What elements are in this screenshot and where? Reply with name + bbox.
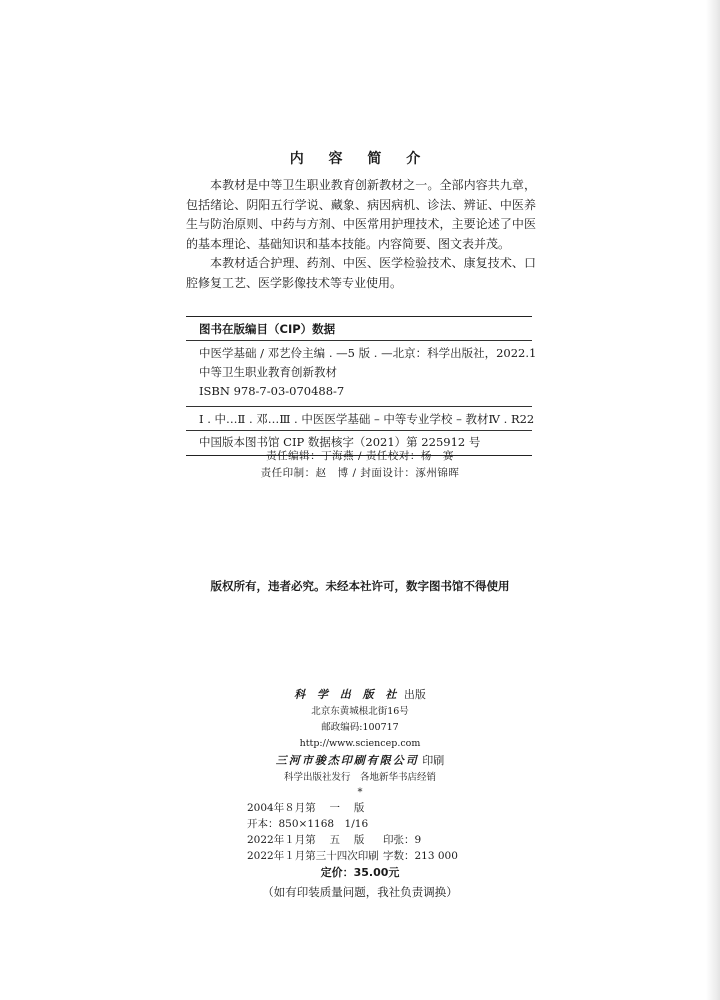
cip-block	[186, 316, 537, 456]
cip-class-item: Ⅳ . R22	[488, 412, 535, 426]
intro-body	[186, 176, 536, 293]
credits-editors: 责任编辑：丁海燕 / 责任校对：杨 赛	[266, 450, 454, 462]
printer-line	[0, 752, 720, 770]
edition-date: 2004年８月第 一 版	[247, 802, 365, 814]
imprint-block	[0, 686, 720, 902]
intro-title: 内 容 简 介	[289, 151, 431, 167]
copyright-notice: 版权所有，违者必究。未经本社许可，数字图书馆不得使用	[210, 579, 510, 593]
cip-check-number: 中国版本图书馆 CIP 数据核字（2021）第 225912 号	[199, 435, 481, 449]
edition-date: 2022年１月第 五 版	[247, 834, 365, 846]
edition-date: 2022年１月第三十四次印刷	[247, 850, 379, 862]
separator-star: *	[357, 787, 363, 798]
publisher-suffix: 出版	[403, 688, 426, 701]
quality-notice: （如有印装质量问题，我社负责调换）	[262, 885, 458, 899]
publisher-line	[0, 686, 720, 704]
publisher-postcode: 邮政编码:100717	[321, 722, 399, 733]
edition-row	[247, 848, 487, 864]
edition-specs	[233, 800, 487, 864]
cip-line: 中等卫生职业教育创新教材	[199, 365, 337, 379]
edition-row	[247, 832, 487, 848]
edition-spec: 印张：9	[383, 834, 422, 846]
intro-paragraph: 本教材适合护理、药剂、中医、医学检验技术、康复技术、口腔修复工艺、医学影像技术等专业使用。	[186, 256, 536, 290]
credits-production: 责任印制：赵 博 / 封面设计：涿州锦晖	[260, 467, 460, 479]
intro-paragraph: 本教材是中等卫生职业教育创新教材之一。全部内容共九章，包括绪论、阴阳五行学说、藏象、病因病机、诊法、辨证、中医养生与防治原则、中药与方剂、中医常用护理技术，主要论述了中医的基本理论、基础知识和基本技能。内容简要、图文表并茂。	[186, 178, 536, 251]
cip-line: 中医学基础 / 邓艺伶主编 . —5 版 . —北京：科学出版社，2022.1	[199, 346, 537, 360]
cip-divider	[186, 406, 532, 407]
publisher-website: http://www.sciencep.com	[299, 738, 421, 749]
price: 定价：35.00元	[320, 866, 400, 879]
publisher-address: 北京东黄城根北街16号	[311, 706, 409, 717]
edition-spec: 字数：213 000	[383, 850, 458, 862]
cip-class-item: Ⅱ . 邓…	[237, 412, 280, 426]
cip-heading: 图书在版编目（CIP）数据	[199, 322, 336, 336]
publisher-logo: 科 学 出 版 社	[294, 688, 401, 701]
cip-divider	[186, 430, 532, 431]
printer-logo: 三河市骏杰印刷有限公司	[275, 754, 419, 767]
edition-spec: 开本：850×1168 1/16	[247, 818, 369, 830]
cip-class-item: Ⅲ . 中医医学基础 – 中等专业学校 – 教材	[279, 412, 489, 426]
edition-row	[247, 800, 487, 832]
printer-suffix: 印刷	[422, 754, 445, 767]
cip-divider	[186, 340, 532, 341]
cip-class-item: Ⅰ . 中…	[199, 412, 238, 426]
cip-line: ISBN 978-7-03-070488-7	[199, 384, 345, 398]
cip-top-rule	[186, 316, 532, 317]
distribution-line: 科学出版社发行 各地新华书店经销	[283, 772, 436, 783]
cip-classification	[186, 410, 535, 429]
